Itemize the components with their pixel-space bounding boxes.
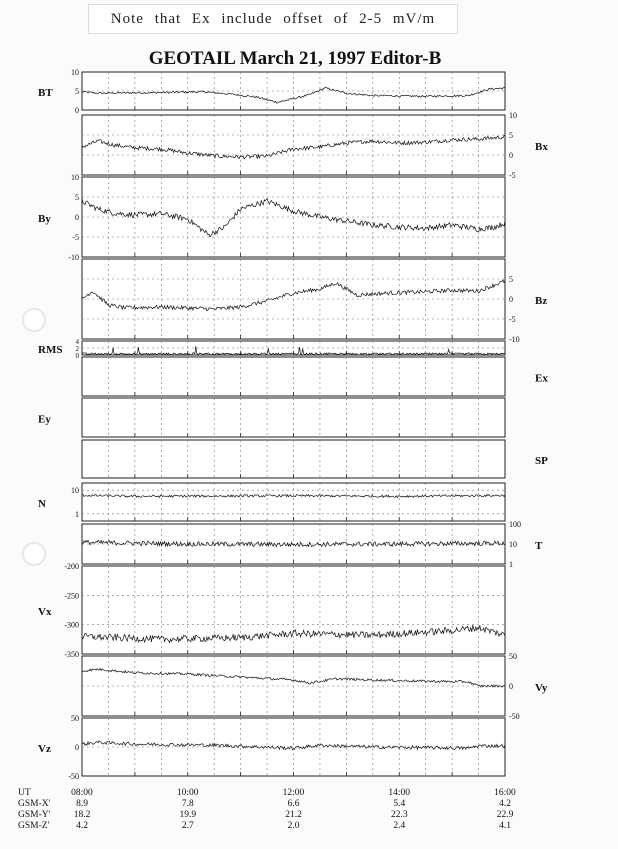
y-tick-label: 5 <box>509 131 513 140</box>
y-tick-label: 1 <box>509 560 513 569</box>
panel-label-by: By <box>38 213 51 225</box>
orbit-value: 21.2 <box>285 810 302 820</box>
y-tick-label: 0 <box>509 682 513 691</box>
panel-label-t: T <box>535 540 543 552</box>
orbit-value: 22.3 <box>390 810 408 820</box>
y-tick-label: 10 <box>71 173 79 182</box>
orbit-value: 12:00 <box>282 788 305 798</box>
orbit-row-label: UT <box>18 788 31 798</box>
y-tick-label: 10 <box>509 540 517 549</box>
orbit-value: 2.7 <box>181 821 194 831</box>
y-tick-label: 5 <box>509 275 513 284</box>
panel-label-sp: SP <box>535 455 548 467</box>
panel-label-ex: Ex <box>535 372 548 385</box>
y-tick-label: 1 <box>75 509 79 519</box>
y-tick-label: -50 <box>509 712 520 721</box>
panel-label-vz: Vz <box>38 743 51 755</box>
y-tick-label: -200 <box>64 562 79 571</box>
y-tick-label: -250 <box>64 591 79 601</box>
y-tick-label: -10 <box>68 253 79 262</box>
orbit-value: 16:00 <box>494 788 516 798</box>
y-tick-label: 5 <box>75 87 79 96</box>
y-tick-label: 50 <box>509 652 517 661</box>
panel-label-bx: Bx <box>535 141 548 153</box>
y-tick-label: 10 <box>71 68 79 77</box>
orbit-value: 2.0 <box>287 821 300 831</box>
y-tick-label: 0 <box>75 213 79 222</box>
orbit-value: 6.6 <box>287 799 300 809</box>
orbit-value: 10:00 <box>176 788 199 798</box>
orbit-value: 4.2 <box>499 799 511 809</box>
panel-label-bz: Bz <box>535 295 548 307</box>
y-tick-label: 0 <box>75 106 79 115</box>
panel-label-ey: Ey <box>38 413 51 426</box>
orbit-row-label: GSM-Z' <box>18 821 50 831</box>
note-banner: Note that Ex include offset of 2-5 mV/m <box>88 4 458 34</box>
orbit-value: 8.9 <box>76 799 88 809</box>
y-tick-label: 4 <box>75 338 79 346</box>
orbit-value: 22.9 <box>496 810 514 820</box>
y-tick-label: 5 <box>75 193 79 202</box>
y-tick-label: 0 <box>75 352 79 360</box>
orbit-value: 2.4 <box>393 821 406 831</box>
orbit-row-label: GSM-Y' <box>18 810 51 820</box>
orbit-value: 4.1 <box>499 821 511 831</box>
panel-label-rms: RMS <box>38 344 63 356</box>
orbit-value: 19.9 <box>179 810 197 820</box>
y-tick-label: -5 <box>509 171 516 180</box>
y-tick-label: 50 <box>71 714 79 723</box>
y-tick-label: 10 <box>71 486 79 496</box>
orbit-row-label: GSM-X' <box>18 799 51 809</box>
panel-label-vy: Vy <box>535 682 548 694</box>
orbit-value: 14:00 <box>388 788 411 798</box>
y-tick-label: 10 <box>509 111 517 120</box>
orbit-value: 18.2 <box>73 810 91 820</box>
y-tick-label: -50 <box>68 772 79 781</box>
y-tick-label: 0 <box>75 743 79 752</box>
y-tick-label: 0 <box>509 151 513 160</box>
panel-label-n: N <box>38 498 46 510</box>
y-tick-label: -5 <box>509 315 516 324</box>
y-tick-label: 0 <box>509 295 513 304</box>
orbit-value: 4.2 <box>76 821 88 831</box>
orbit-value: 08:00 <box>71 788 93 798</box>
panel-label-vx: Vx <box>38 606 52 618</box>
y-tick-label: -5 <box>72 233 79 242</box>
y-tick-label: -300 <box>64 620 79 630</box>
orbit-value: 5.4 <box>393 799 406 809</box>
y-tick-label: -350 <box>64 650 79 659</box>
orbit-value: 7.8 <box>181 799 194 809</box>
chart-title: GEOTAIL March 21, 1997 Editor-B <box>148 48 442 69</box>
panel-label-bt: BT <box>38 87 53 99</box>
y-tick-label: -10 <box>509 335 520 344</box>
y-tick-label: 100 <box>509 520 521 529</box>
y-tick-label: 2 <box>75 345 79 353</box>
